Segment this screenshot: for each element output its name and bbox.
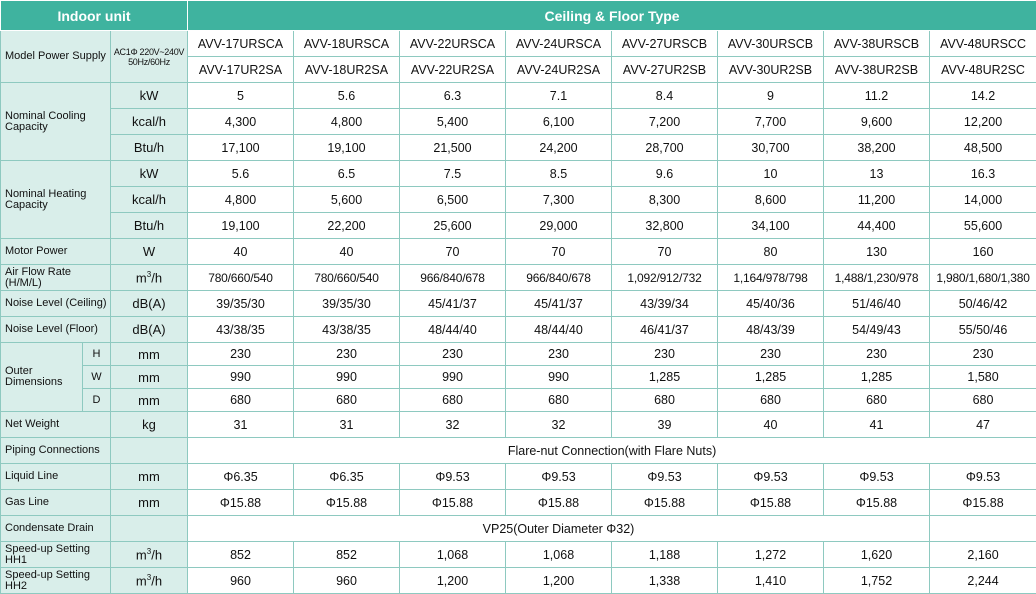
dimension-row-d xyxy=(1,389,1036,412)
value-cell: 680 xyxy=(188,389,294,412)
value-cell: 34,100 xyxy=(718,213,824,239)
value-cell: 9 xyxy=(718,83,824,109)
value-cell: 80 xyxy=(718,239,824,265)
value-cell: 40 xyxy=(294,239,400,265)
value-cell: 7.5 xyxy=(400,161,506,187)
unit-cell: dB(A) xyxy=(111,317,188,343)
heating-capacity-label: Nominal Heating Capacity xyxy=(1,161,111,239)
value-cell: 8.4 xyxy=(612,83,718,109)
outer-dimensions-label: Outer Dimensions xyxy=(1,343,83,412)
unit-cell: W xyxy=(111,239,188,265)
piping-connections-label: Piping Connections xyxy=(1,438,111,464)
value-cell: 1,188 xyxy=(612,542,718,568)
value-cell: 990 xyxy=(400,366,506,389)
value-cell: 230 xyxy=(188,343,294,366)
value-cell: 680 xyxy=(506,389,612,412)
value-cell: 4,300 xyxy=(188,109,294,135)
value-cell: 680 xyxy=(294,389,400,412)
header-row xyxy=(1,1,1036,31)
unit-cell: mm xyxy=(111,490,188,516)
cooling-row-kcal xyxy=(1,109,1036,135)
value-cell: 1,752 xyxy=(824,568,930,594)
value-cell: 2,160 xyxy=(930,542,1036,568)
value-cell: 11,200 xyxy=(824,187,930,213)
value-cell: 31 xyxy=(188,412,294,438)
model-cell: AVV-18URSCA xyxy=(294,31,400,57)
model-cell: AVV-30URSCB xyxy=(718,31,824,57)
value-cell: 7,200 xyxy=(612,109,718,135)
value-cell: 5 xyxy=(188,83,294,109)
empty-unit-cell xyxy=(111,438,188,464)
dimension-sub-label: D xyxy=(83,389,111,412)
model-cell: AVV-24UR2SA xyxy=(506,57,612,83)
value-cell: 1,285 xyxy=(612,366,718,389)
value-cell: 48/44/40 xyxy=(400,317,506,343)
power-supply-spec xyxy=(111,31,188,83)
value-cell: 43/38/35 xyxy=(294,317,400,343)
unit-cell: mm xyxy=(111,343,188,366)
dimension-row-w xyxy=(1,366,1036,389)
value-cell: 680 xyxy=(718,389,824,412)
value-cell: 230 xyxy=(400,343,506,366)
unit-superscript: 3 xyxy=(147,270,151,279)
unit-cell: kg xyxy=(111,412,188,438)
unit-tail: /h xyxy=(151,547,162,562)
noise-ceiling-row xyxy=(1,291,1036,317)
value-cell: 41 xyxy=(824,412,930,438)
value-cell: 39 xyxy=(612,412,718,438)
power-supply-line-2: 50Hz/60Hz xyxy=(128,57,170,67)
value-cell: 39/35/30 xyxy=(294,291,400,317)
value-cell: 14,000 xyxy=(930,187,1036,213)
condensate-drain-label: Condensate Drain xyxy=(1,516,111,542)
value-cell: 680 xyxy=(930,389,1036,412)
noise-ceiling-label: Noise Level (Ceiling) xyxy=(1,291,111,317)
unit-cell: mm xyxy=(111,464,188,490)
value-cell: 1,338 xyxy=(612,568,718,594)
value-cell: 39/35/30 xyxy=(188,291,294,317)
model-cell: AVV-24URSCA xyxy=(506,31,612,57)
value-cell: Φ15.88 xyxy=(718,490,824,516)
value-cell: 1,410 xyxy=(718,568,824,594)
value-cell: 45/41/37 xyxy=(400,291,506,317)
value-cell: 19,100 xyxy=(294,135,400,161)
net-weight-label: Net Weight xyxy=(1,412,111,438)
value-cell: 1,092/912/732 xyxy=(612,265,718,291)
value-cell: 48/43/39 xyxy=(718,317,824,343)
unit-tail: /h xyxy=(151,573,162,588)
value-cell: 1,272 xyxy=(718,542,824,568)
value-cell: 780/660/540 xyxy=(188,265,294,291)
net-weight-row xyxy=(1,412,1036,438)
unit-cell: dB(A) xyxy=(111,291,188,317)
heating-row-kcal xyxy=(1,187,1036,213)
unit-base: m xyxy=(136,547,147,562)
value-cell: 2,244 xyxy=(930,568,1036,594)
value-cell: 230 xyxy=(506,343,612,366)
value-cell: 45/41/37 xyxy=(506,291,612,317)
value-cell: 12,200 xyxy=(930,109,1036,135)
liquid-line-label: Liquid Line xyxy=(1,464,111,490)
value-cell: Φ9.53 xyxy=(612,464,718,490)
value-cell: 160 xyxy=(930,239,1036,265)
unit-cell xyxy=(111,542,188,568)
value-cell: 990 xyxy=(506,366,612,389)
value-cell: 990 xyxy=(188,366,294,389)
heating-row-kw xyxy=(1,161,1036,187)
value-cell: 680 xyxy=(400,389,506,412)
unit-cell: mm xyxy=(111,366,188,389)
value-cell: 70 xyxy=(612,239,718,265)
value-cell: 960 xyxy=(294,568,400,594)
value-cell: 10 xyxy=(718,161,824,187)
model-cell: AVV-18UR2SA xyxy=(294,57,400,83)
model-cell: AVV-17UR2SA xyxy=(188,57,294,83)
power-supply-line-1: AC1Φ 220V~240V xyxy=(114,47,184,57)
value-cell: 32 xyxy=(400,412,506,438)
value-cell: Φ15.88 xyxy=(612,490,718,516)
value-cell: Φ9.53 xyxy=(824,464,930,490)
value-cell: 43/39/34 xyxy=(612,291,718,317)
value-cell: 6,500 xyxy=(400,187,506,213)
motor-power-row xyxy=(1,239,1036,265)
value-cell: 25,600 xyxy=(400,213,506,239)
value-cell: 5,600 xyxy=(294,187,400,213)
value-cell: 230 xyxy=(612,343,718,366)
value-cell: 1,580 xyxy=(930,366,1036,389)
value-cell: Φ9.53 xyxy=(718,464,824,490)
value-cell: Φ15.88 xyxy=(930,490,1036,516)
unit-base: m xyxy=(136,573,147,588)
motor-power-label: Motor Power xyxy=(1,239,111,265)
value-cell: 31 xyxy=(294,412,400,438)
value-cell: 1,200 xyxy=(506,568,612,594)
value-cell: 960 xyxy=(188,568,294,594)
value-cell: 1,980/1,680/1,380 xyxy=(930,265,1036,291)
cooling-row-btu xyxy=(1,135,1036,161)
value-cell: 43/38/35 xyxy=(188,317,294,343)
cooling-capacity-label: Nominal Cooling Capacity xyxy=(1,83,111,161)
value-cell: 852 xyxy=(188,542,294,568)
value-cell: 966/840/678 xyxy=(506,265,612,291)
value-cell: 1,200 xyxy=(400,568,506,594)
value-cell: 47 xyxy=(930,412,1036,438)
value-cell: 44,400 xyxy=(824,213,930,239)
value-cell: 9,600 xyxy=(824,109,930,135)
unit-cell: kcal/h xyxy=(111,187,188,213)
value-cell: 48/44/40 xyxy=(506,317,612,343)
value-cell: 70 xyxy=(506,239,612,265)
value-cell: 55/50/46 xyxy=(930,317,1036,343)
unit-cell: Btu/h xyxy=(111,213,188,239)
condensate-value: VP25(Outer Diameter Φ32) xyxy=(188,516,930,542)
model-row-1 xyxy=(1,31,1036,57)
value-cell: Φ15.88 xyxy=(188,490,294,516)
value-cell: 680 xyxy=(824,389,930,412)
value-cell: 48,500 xyxy=(930,135,1036,161)
model-cell: AVV-30UR2SB xyxy=(718,57,824,83)
value-cell: Φ15.88 xyxy=(294,490,400,516)
value-cell: 230 xyxy=(824,343,930,366)
value-cell: Φ15.88 xyxy=(400,490,506,516)
liquid-line-row xyxy=(1,464,1036,490)
value-cell: 5.6 xyxy=(294,83,400,109)
value-cell: 32 xyxy=(506,412,612,438)
model-cell: AVV-38UR2SB xyxy=(824,57,930,83)
type-header: Ceiling & Floor Type xyxy=(188,1,1036,31)
value-cell: 1,068 xyxy=(506,542,612,568)
value-cell: 8,600 xyxy=(718,187,824,213)
unit-superscript: 3 xyxy=(147,547,151,556)
value-cell: 680 xyxy=(612,389,718,412)
dimension-sub-label: W xyxy=(83,366,111,389)
value-cell: 966/840/678 xyxy=(400,265,506,291)
value-cell: 1,488/1,230/978 xyxy=(824,265,930,291)
value-cell: 6,100 xyxy=(506,109,612,135)
value-cell: 50/46/42 xyxy=(930,291,1036,317)
value-cell: 1,620 xyxy=(824,542,930,568)
condensate-row xyxy=(1,516,1036,542)
unit-superscript: 3 xyxy=(147,573,151,582)
value-cell: Φ9.53 xyxy=(400,464,506,490)
value-cell: 14.2 xyxy=(930,83,1036,109)
model-cell: AVV-27URSCB xyxy=(612,31,718,57)
value-cell: 7.1 xyxy=(506,83,612,109)
value-cell: 5.6 xyxy=(188,161,294,187)
air-flow-row xyxy=(1,265,1036,291)
heating-row-btu xyxy=(1,213,1036,239)
value-cell: 1,285 xyxy=(824,366,930,389)
value-cell: 40 xyxy=(718,412,824,438)
model-cell: AVV-22UR2SA xyxy=(400,57,506,83)
model-cell: AVV-48URSCC xyxy=(930,31,1036,57)
value-cell: 4,800 xyxy=(294,109,400,135)
speed-hh1-row xyxy=(1,542,1036,568)
noise-floor-label: Noise Level (Floor) xyxy=(1,317,111,343)
model-cell: AVV-38URSCB xyxy=(824,31,930,57)
value-cell: 7,300 xyxy=(506,187,612,213)
unit-cell xyxy=(111,265,188,291)
value-cell: 29,000 xyxy=(506,213,612,239)
noise-floor-row xyxy=(1,317,1036,343)
value-cell: 24,200 xyxy=(506,135,612,161)
value-cell: 990 xyxy=(294,366,400,389)
value-cell: 230 xyxy=(294,343,400,366)
value-cell: Φ9.53 xyxy=(930,464,1036,490)
value-cell: 51/46/40 xyxy=(824,291,930,317)
value-cell: 8.5 xyxy=(506,161,612,187)
value-cell: 852 xyxy=(294,542,400,568)
value-cell: 1,068 xyxy=(400,542,506,568)
value-cell: Φ15.88 xyxy=(506,490,612,516)
unit-cell: kW xyxy=(111,161,188,187)
value-cell: 230 xyxy=(718,343,824,366)
value-cell: 21,500 xyxy=(400,135,506,161)
model-cell: AVV-48UR2SC xyxy=(930,57,1036,83)
value-cell: 6.5 xyxy=(294,161,400,187)
unit-cell: kcal/h xyxy=(111,109,188,135)
air-flow-label: Air Flow Rate (H/M/L) xyxy=(1,265,111,291)
value-cell: 11.2 xyxy=(824,83,930,109)
empty-unit-cell xyxy=(111,516,188,542)
value-cell: 6.3 xyxy=(400,83,506,109)
value-cell: 7,700 xyxy=(718,109,824,135)
model-power-supply-label: Model Power Supply xyxy=(1,31,111,83)
value-cell: Φ15.88 xyxy=(824,490,930,516)
gas-line-row xyxy=(1,490,1036,516)
model-cell: AVV-27UR2SB xyxy=(612,57,718,83)
piping-row xyxy=(1,438,1036,464)
value-cell: 130 xyxy=(824,239,930,265)
gas-line-label: Gas Line xyxy=(1,490,111,516)
value-cell: 780/660/540 xyxy=(294,265,400,291)
value-cell: 40 xyxy=(188,239,294,265)
value-cell: 1,285 xyxy=(718,366,824,389)
value-cell: 16.3 xyxy=(930,161,1036,187)
value-cell: Φ6.35 xyxy=(188,464,294,490)
value-cell: 46/41/37 xyxy=(612,317,718,343)
value-cell: 230 xyxy=(930,343,1036,366)
cooling-row-kw xyxy=(1,83,1036,109)
unit-cell: mm xyxy=(111,389,188,412)
value-cell: 5,400 xyxy=(400,109,506,135)
value-cell: 9.6 xyxy=(612,161,718,187)
speed-hh1-label: Speed-up Setting HH1 xyxy=(1,542,111,568)
value-cell: 1,164/978/798 xyxy=(718,265,824,291)
value-cell: 8,300 xyxy=(612,187,718,213)
value-cell: 30,700 xyxy=(718,135,824,161)
model-cell: AVV-22URSCA xyxy=(400,31,506,57)
unit-cell: Btu/h xyxy=(111,135,188,161)
value-cell: 70 xyxy=(400,239,506,265)
model-cell: AVV-17URSCA xyxy=(188,31,294,57)
empty-value-cell xyxy=(930,516,1036,542)
value-cell: 45/40/36 xyxy=(718,291,824,317)
value-cell: 17,100 xyxy=(188,135,294,161)
value-cell: 4,800 xyxy=(188,187,294,213)
unit-tail: /h xyxy=(151,270,162,285)
unit-cell: kW xyxy=(111,83,188,109)
value-cell: 54/49/43 xyxy=(824,317,930,343)
value-cell: 32,800 xyxy=(612,213,718,239)
dimension-row-h xyxy=(1,343,1036,366)
dimension-sub-label: H xyxy=(83,343,111,366)
value-cell: 22,200 xyxy=(294,213,400,239)
piping-value: Flare-nut Connection(with Flare Nuts) xyxy=(188,438,1036,464)
value-cell: Φ9.53 xyxy=(506,464,612,490)
value-cell: 19,100 xyxy=(188,213,294,239)
value-cell: 13 xyxy=(824,161,930,187)
unit-base: m xyxy=(136,270,147,285)
value-cell: 38,200 xyxy=(824,135,930,161)
indoor-unit-header: Indoor unit xyxy=(1,1,188,31)
speed-hh2-label: Speed-up Setting HH2 xyxy=(1,568,111,594)
value-cell: 55,600 xyxy=(930,213,1036,239)
value-cell: 28,700 xyxy=(612,135,718,161)
value-cell: Φ6.35 xyxy=(294,464,400,490)
